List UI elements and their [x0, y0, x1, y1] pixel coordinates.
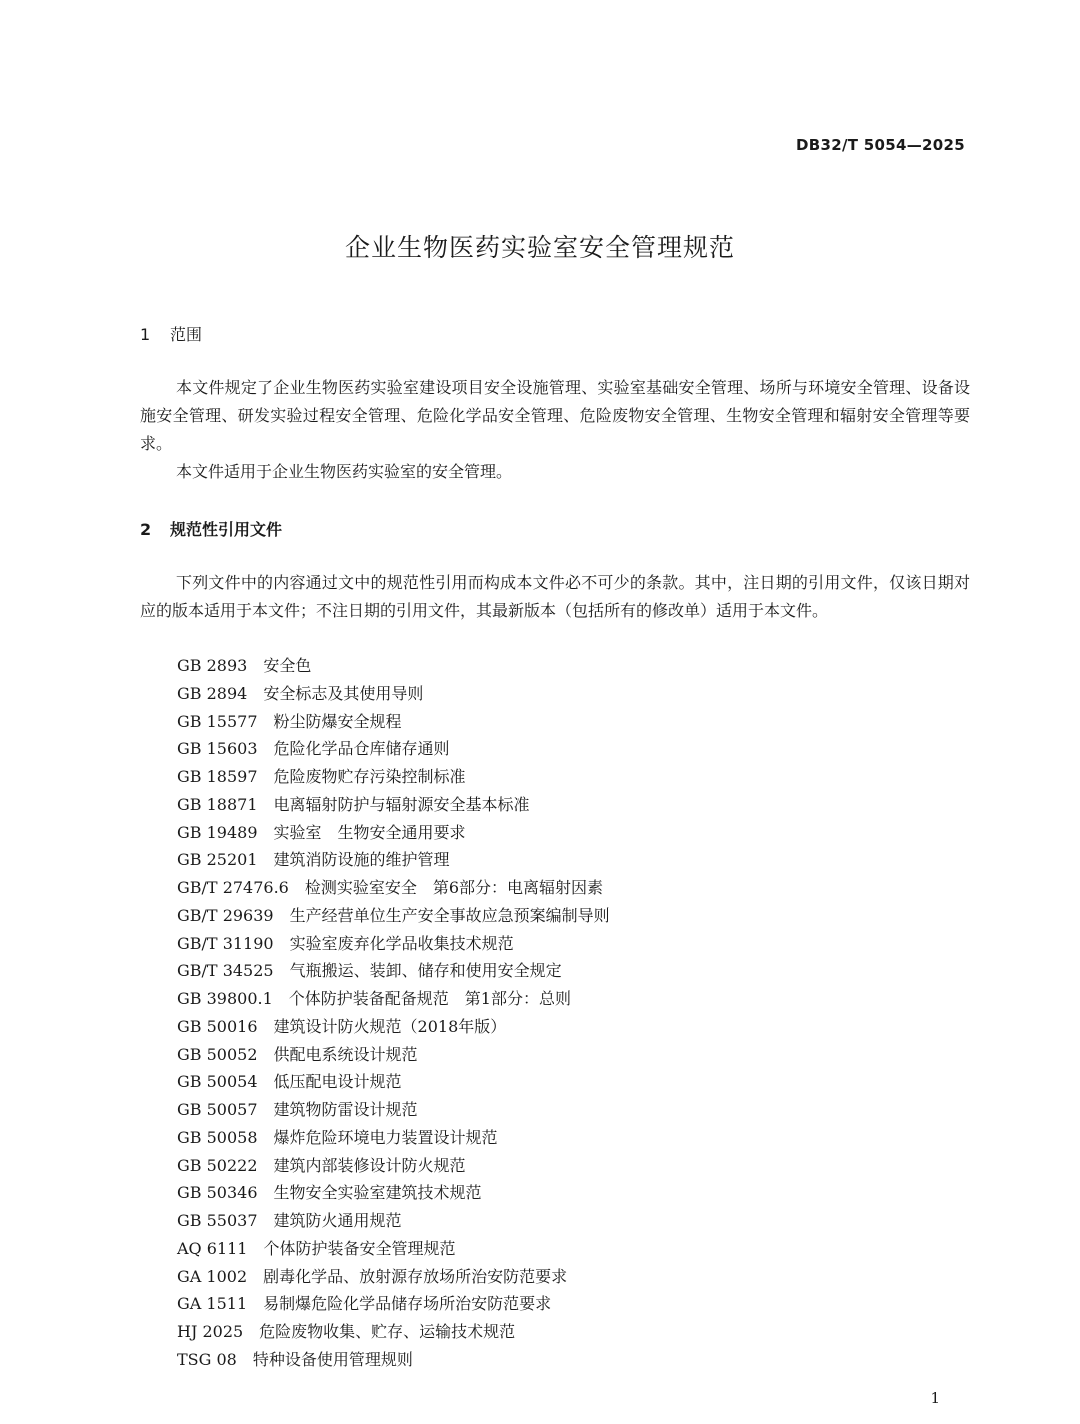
reference-code: GB/T 29639	[177, 905, 274, 925]
section-number: 1	[140, 325, 151, 344]
reference-item	[177, 680, 610, 708]
reference-title: 气瓶搬运、装卸、储存和使用安全规定	[289, 961, 562, 981]
reference-item	[177, 819, 610, 847]
reference-title: 粉尘防爆安全规程	[273, 711, 402, 731]
section-heading-scope	[140, 322, 202, 345]
reference-item	[177, 930, 610, 958]
reference-code: GB/T 34525	[177, 961, 274, 981]
reference-item	[177, 902, 610, 930]
reference-item	[177, 791, 610, 819]
reference-code: GB 50016	[177, 1016, 258, 1036]
reference-title: 剧毒化学品、放射源存放场所治安防范要求	[263, 1266, 568, 1286]
document-title: 企业生物医药实验室安全管理规范	[344, 233, 735, 262]
reference-list	[177, 652, 610, 1374]
reference-title: 检测实验室安全 第6部分：电离辐射因素	[304, 878, 604, 897]
reference-item	[177, 1263, 610, 1291]
reference-item	[177, 1235, 610, 1263]
reference-title: 危险废物贮存污染控制标准	[273, 767, 466, 786]
reference-code: GB 19489	[177, 822, 258, 842]
reference-code: GB 39800.1	[177, 989, 273, 1008]
reference-item	[177, 1152, 610, 1180]
reference-code: GB 15603	[177, 739, 258, 759]
reference-title: 易制爆危险化学品储存场所治安防范要求	[263, 1294, 552, 1314]
reference-code: GB 50222	[177, 1155, 258, 1175]
reference-code: GB 50058	[177, 1127, 258, 1147]
reference-item	[177, 874, 610, 902]
reference-code: GB 55037	[177, 1211, 258, 1230]
reference-code: AQ 6111	[177, 1238, 248, 1258]
reference-code: GB 15577	[177, 711, 258, 731]
reference-code: GA 1511	[177, 1294, 248, 1314]
reference-item	[177, 1290, 610, 1318]
page-number: 1	[930, 1389, 940, 1407]
reference-title: 建筑设计防火规范（2018年版）	[273, 1016, 507, 1036]
reference-title: 特种设备使用管理规则	[252, 1349, 413, 1369]
reference-code: GB 25201	[177, 850, 258, 870]
reference-code: GB 18597	[177, 767, 258, 786]
reference-title: 建筑消防设施的维护管理	[273, 850, 450, 870]
reference-title: 个体防护装备配备规范 第1部分：总则	[288, 989, 571, 1008]
scope-applicability-paragraph: 本文件适用于企业生物医药实验室的安全管理。	[176, 462, 513, 481]
reference-title: 建筑防火通用规范	[273, 1211, 402, 1230]
reference-item	[177, 1013, 610, 1041]
reference-item	[177, 1068, 610, 1096]
reference-title: 实验室 生物安全通用要求	[273, 822, 466, 842]
section-heading-normative-references	[140, 517, 282, 540]
reference-item	[177, 985, 610, 1013]
reference-code: GB 18871	[177, 794, 258, 814]
reference-title: 个体防护装备安全管理规范	[263, 1238, 456, 1258]
reference-item	[177, 1346, 610, 1374]
reference-title: 危险化学品仓库储存通则	[273, 739, 450, 759]
reference-item	[177, 1124, 610, 1152]
reference-item	[177, 957, 610, 985]
reference-title: 安全标志及其使用导则	[263, 683, 424, 703]
reference-code: HJ 2025	[177, 1322, 244, 1341]
reference-item	[177, 1207, 610, 1235]
reference-code: TSG 08	[177, 1349, 237, 1369]
section-title: 范围	[170, 325, 203, 344]
reference-title: 爆炸危险环境电力装置设计规范	[273, 1127, 498, 1147]
reference-title: 供配电系统设计规范	[273, 1044, 418, 1064]
reference-title: 生产经营单位生产安全事故应急预案编制导则	[289, 905, 610, 925]
section-title: 规范性引用文件	[170, 520, 283, 539]
reference-item	[177, 763, 610, 791]
reference-item	[177, 1096, 610, 1124]
reference-code: GB 2893	[177, 656, 248, 675]
reference-code: GB 50054	[177, 1072, 258, 1092]
reference-title: 建筑内部装修设计防火规范	[273, 1155, 466, 1175]
reference-code: GB/T 27476.6	[177, 878, 289, 897]
reference-item	[177, 1179, 610, 1207]
reference-code: GB 2894	[177, 683, 248, 703]
standard-code: DB32/T 5054—2025	[796, 136, 965, 154]
reference-title: 建筑物防雷设计规范	[273, 1100, 418, 1119]
reference-item	[177, 846, 610, 874]
reference-title: 实验室废弃化学品收集技术规范	[289, 933, 514, 953]
scope-paragraph: 本文件规定了企业生物医药实验室建设项目安全设施管理、实验室基础安全管理、场所与环境安全管理、设备设施安全管理、研发实验过程安全管理、危险化学品安全管理、危险废物安全管理、生物安全管理和辐射安全管理等要求。	[140, 378, 970, 453]
reference-code: GB 50346	[177, 1183, 258, 1203]
reference-item	[177, 735, 610, 763]
reference-title: 电离辐射防护与辐射源安全基本标准	[273, 794, 530, 814]
references-intro-paragraph: 下列文件中的内容通过文中的规范性引用而构成本文件必不可少的条款。其中，注日期的引用文件，仅该日期对应的版本适用于本文件；不注日期的引用文件，其最新版本（包括所有的修改单）适用于本文件。	[140, 573, 970, 620]
reference-code: GB 50052	[177, 1044, 258, 1064]
section-number: 2	[140, 520, 152, 539]
reference-item	[177, 1041, 610, 1069]
reference-title: 低压配电设计规范	[273, 1072, 402, 1092]
reference-title: 安全色	[263, 656, 312, 675]
reference-title: 生物安全实验室建筑技术规范	[273, 1183, 482, 1203]
reference-code: GB 50057	[177, 1100, 258, 1119]
reference-item	[177, 1318, 610, 1346]
reference-code: GA 1002	[177, 1266, 248, 1286]
reference-title: 危险废物收集、贮存、运输技术规范	[259, 1322, 516, 1341]
reference-code: GB/T 31190	[177, 933, 274, 953]
reference-item	[177, 708, 610, 736]
reference-item	[177, 652, 610, 680]
